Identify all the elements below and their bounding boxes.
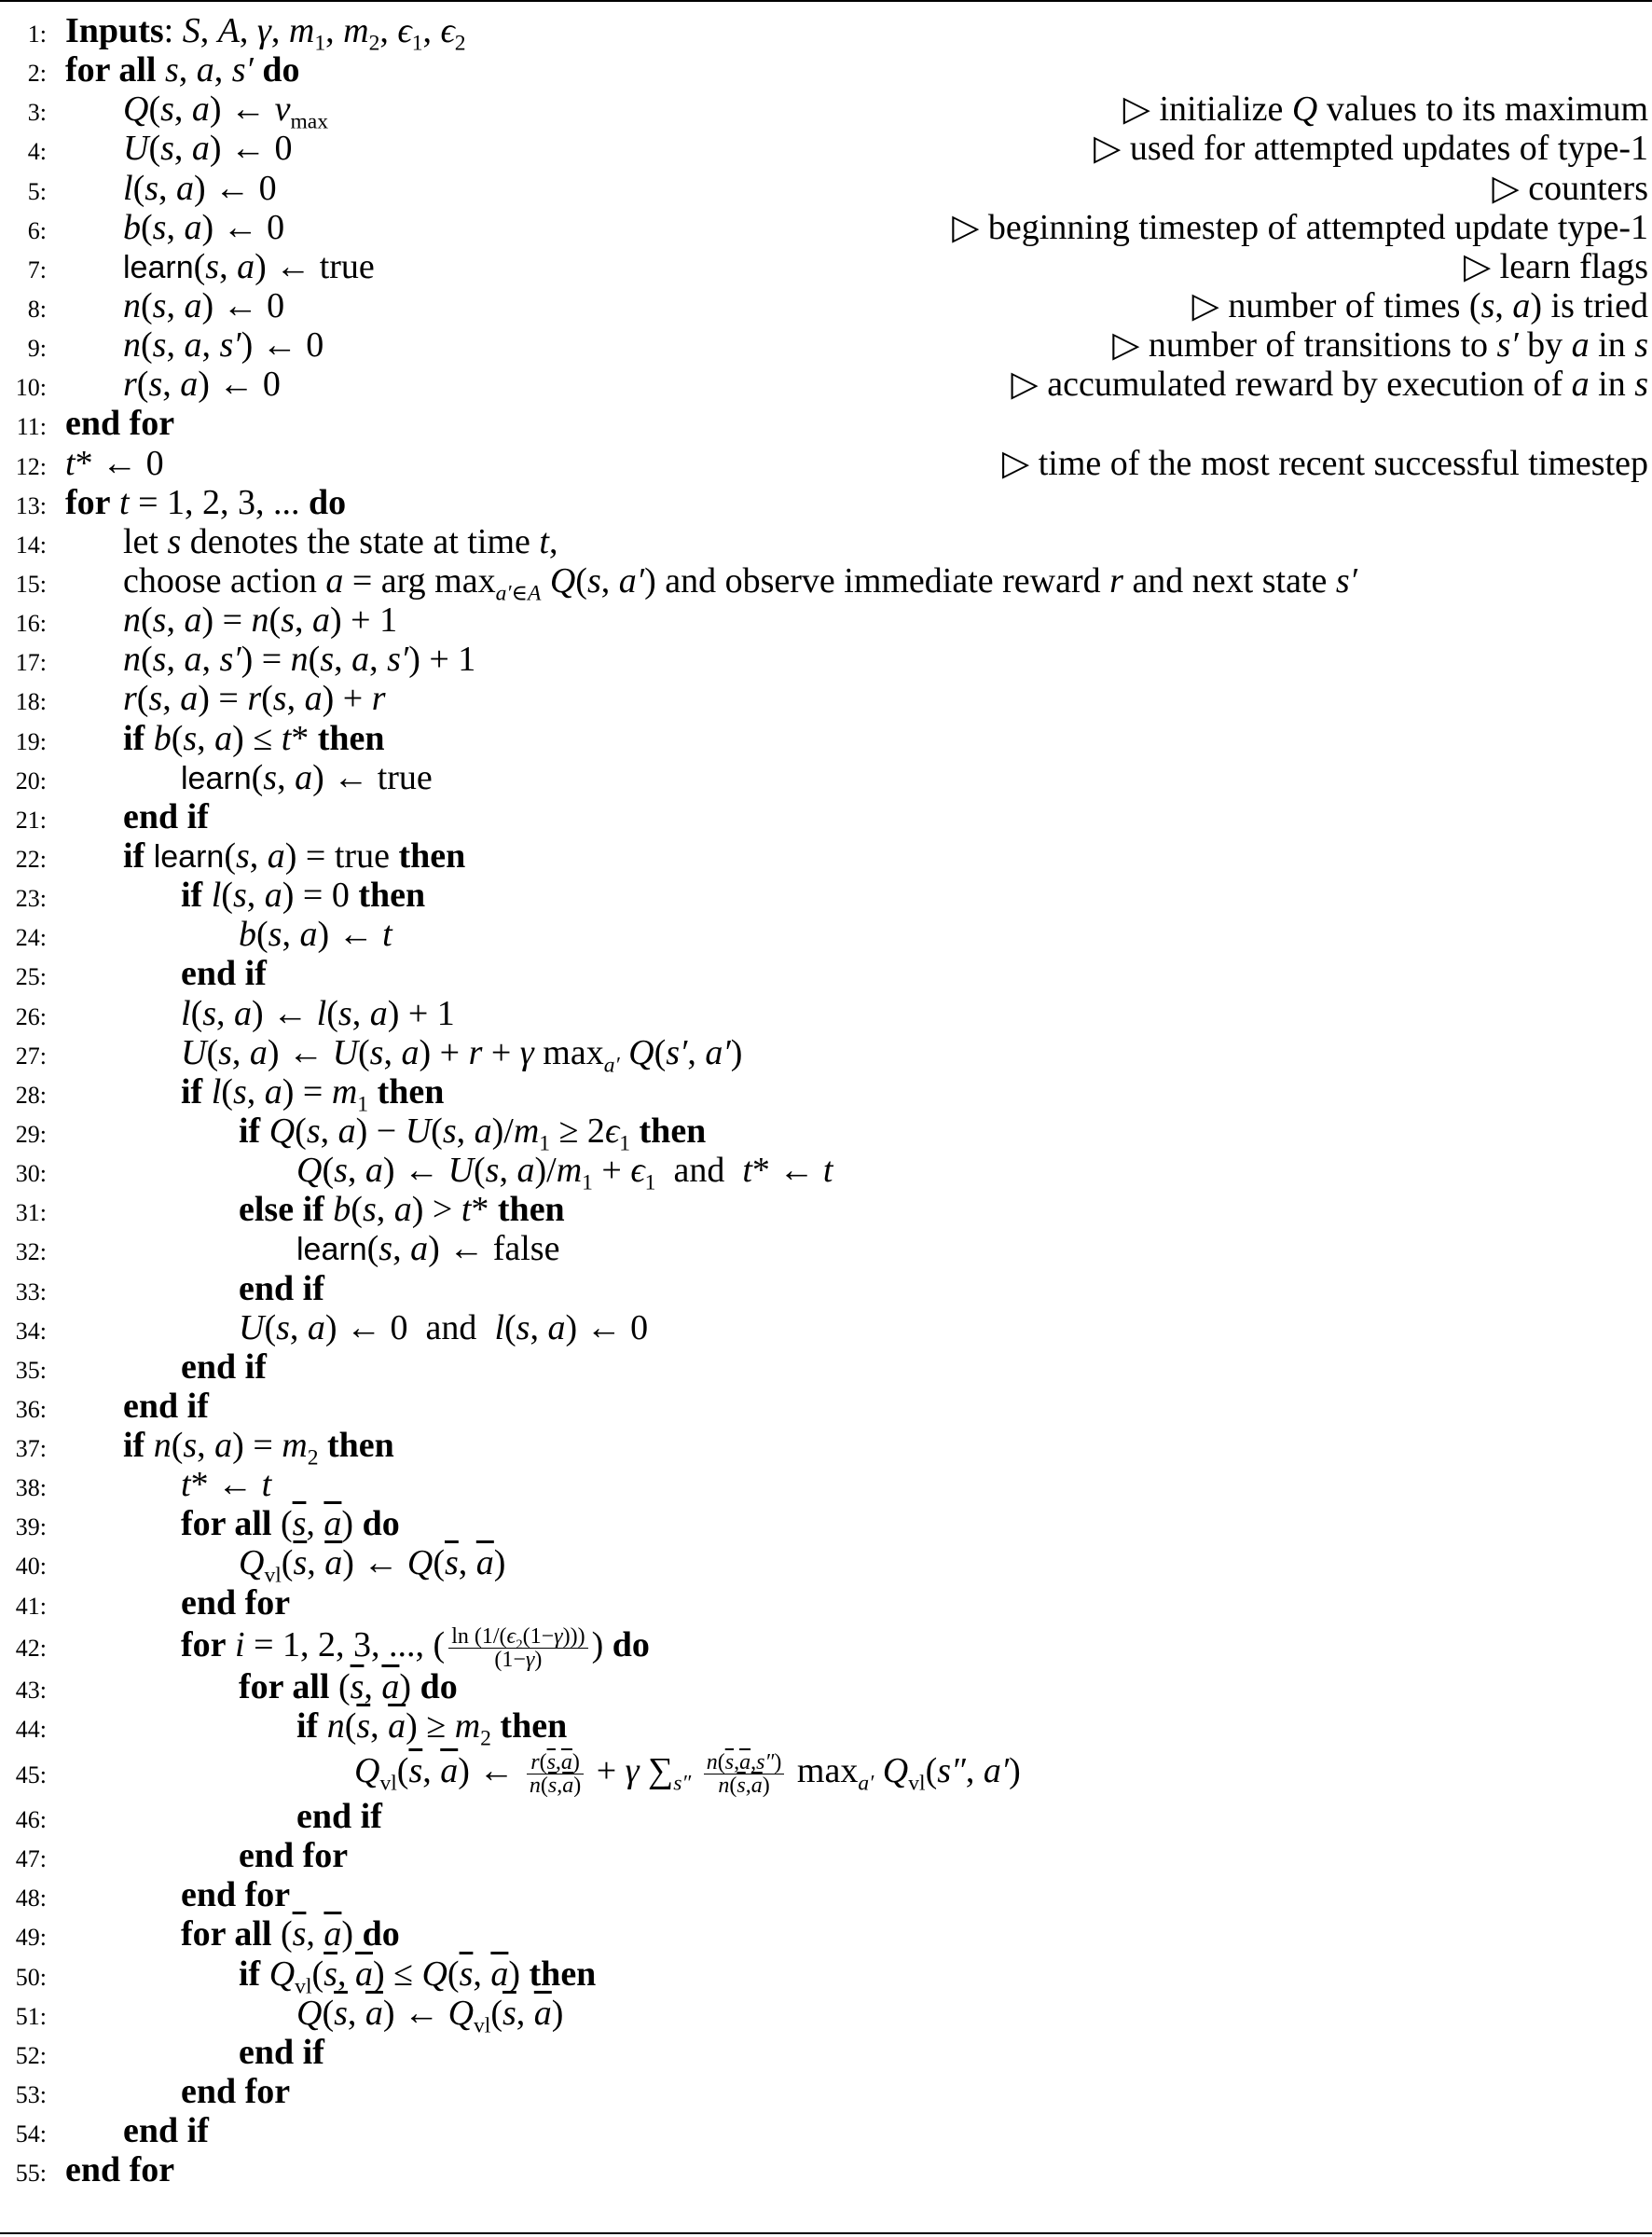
line-number: 50: bbox=[15, 1963, 47, 1991]
algorithm-line bbox=[0, 601, 1652, 640]
code-comment: ▷ accumulated reward by execution of a in s bbox=[1011, 365, 1648, 405]
code-statement: U(s, a) ← U(s, a) + r + γ $\max_{a'} Q(s'$, a′) bbox=[181, 1032, 743, 1078]
code-statement: Inputs: S, A, γ, $m_1$, $m_2$, $\epsilon_1$, $\epsilon_2$ bbox=[65, 11, 466, 56]
algorithm-line bbox=[0, 11, 1652, 56]
code-statement: end if bbox=[123, 2111, 209, 2151]
algorithm-line bbox=[0, 1032, 1652, 1078]
algorithm-line bbox=[0, 286, 1652, 325]
line-number: 9: bbox=[27, 335, 47, 363]
line-number: 14: bbox=[15, 531, 47, 559]
algorithm-line bbox=[0, 1583, 1652, 1623]
algorithm-line bbox=[0, 560, 1652, 606]
code-statement: if b(s, a) ≤ t* then bbox=[123, 718, 385, 758]
algorithm-line bbox=[0, 1954, 1652, 1999]
code-statement: for i = 1, 2, 3, ..., ( $\frac{\ln (1/(\epsilon_2(1-\gamma)))}{(1-\gamma)}$ ) do bbox=[181, 1623, 650, 1672]
code-statement: n(s, a) ← 0 bbox=[123, 285, 285, 325]
code-statement: Q(s, a) ← $v_{max}$ bbox=[123, 90, 328, 134]
code-statement: Q(s, a) ← U(s, $a)/m_1 + \epsilon_1$ and t* ← t bbox=[296, 1151, 833, 1195]
algorithm-line bbox=[0, 169, 1652, 208]
code-comment: ▷ learn flags bbox=[1463, 246, 1648, 286]
line-number: 10: bbox=[15, 374, 47, 402]
algorithm-line bbox=[0, 1269, 1652, 1308]
algorithm-line bbox=[0, 640, 1652, 679]
code-statement: t* ← 0 bbox=[65, 443, 164, 483]
algorithm-line bbox=[0, 1875, 1652, 1914]
algorithm-line bbox=[0, 1797, 1652, 1836]
code-statement: if l(s, a) = 0 then bbox=[181, 876, 426, 916]
algorithm-line bbox=[0, 129, 1652, 168]
code-statement: b(s, a) ← 0 bbox=[123, 207, 285, 247]
algorithm-line bbox=[0, 1746, 1652, 1797]
algorithm-line bbox=[0, 1387, 1652, 1426]
algorithm-line bbox=[0, 208, 1652, 247]
line-number: 27: bbox=[15, 1042, 47, 1070]
code-comment: ▷ used for attempted updates of type-1 bbox=[1094, 129, 1648, 169]
algorithm-line bbox=[0, 522, 1652, 561]
code-statement: end if bbox=[123, 1386, 209, 1426]
line-number: 45: bbox=[15, 1761, 47, 1789]
code-statement: end if bbox=[239, 1268, 324, 1308]
algorithm-line bbox=[0, 1426, 1652, 1471]
line-number: 37: bbox=[15, 1435, 47, 1463]
algorithm-line bbox=[0, 444, 1652, 483]
line-number: 32: bbox=[15, 1238, 47, 1266]
code-statement: end for bbox=[181, 1582, 291, 1623]
line-number: 25: bbox=[15, 963, 47, 991]
algorithm-line bbox=[0, 483, 1652, 522]
code-statement: end for bbox=[65, 404, 175, 444]
line-number: 4: bbox=[27, 138, 47, 166]
algorithm-line bbox=[0, 719, 1652, 758]
code-statement: if learn(s, a) = true then bbox=[123, 835, 466, 876]
line-number: 49: bbox=[15, 1924, 47, 1952]
code-statement: learn(s, a) ← true bbox=[181, 757, 433, 797]
algorithm-line bbox=[0, 1111, 1652, 1156]
code-statement: r(s, a) = r(s, a) + r bbox=[123, 679, 386, 719]
algorithm-line bbox=[0, 1151, 1652, 1195]
line-number: 41: bbox=[15, 1592, 47, 1620]
line-number: 22: bbox=[15, 845, 47, 873]
algorithm-line bbox=[0, 1623, 1652, 1672]
algorithm-line bbox=[0, 1993, 1652, 2038]
code-comment: ▷ counters bbox=[1492, 168, 1648, 208]
algorithm-line bbox=[0, 2072, 1652, 2111]
line-number: 13: bbox=[15, 491, 47, 519]
code-statement: for all s, a, s′ do bbox=[65, 50, 300, 90]
line-number: 44: bbox=[15, 1715, 47, 1743]
algorithm-line bbox=[0, 1914, 1652, 1954]
line-number: 16: bbox=[15, 610, 47, 638]
code-statement: n(s, a, s′) = n(s, a, s′) + 1 bbox=[123, 640, 476, 680]
code-statement: U(s, a) ← 0 bbox=[123, 129, 293, 169]
line-number: 12: bbox=[15, 452, 47, 480]
line-number: 7: bbox=[27, 255, 47, 283]
code-statement: if $Q_{vl}(\overline{s}$, $\overline{a}) \le Q(\overline{s}$, $\overline{a}$) then bbox=[239, 1954, 597, 1999]
line-number: 29: bbox=[15, 1120, 47, 1148]
line-number: 5: bbox=[27, 177, 47, 205]
line-number: 52: bbox=[15, 2041, 47, 2069]
code-statement: choose action a = arg $\max_{a'\in A} Q(s$, a′) and observe immediate reward r and next state s′ bbox=[123, 560, 1357, 606]
code-statement: if n(s, $a) = m_2$ then bbox=[123, 1426, 394, 1471]
algorithm-line bbox=[0, 1705, 1652, 1751]
code-statement: end if bbox=[239, 2032, 324, 2072]
algorithm-line bbox=[0, 1504, 1652, 1543]
algorithm-line bbox=[0, 50, 1652, 90]
algorithm-line bbox=[0, 994, 1652, 1033]
line-number: 33: bbox=[15, 1277, 47, 1305]
code-statement: if $n(\overline{s}$, $\overline{a}) \ge m_2$ then bbox=[296, 1705, 568, 1751]
code-comment: ▷ beginning timestep of attempted update type-1 bbox=[952, 207, 1648, 247]
algorithm-line bbox=[0, 90, 1652, 134]
code-comment: ▷ number of times (s, a) is tried bbox=[1191, 285, 1648, 325]
code-statement: else if b(s, a) > t* then bbox=[239, 1190, 565, 1230]
code-statement: for all ($\overline{s}$, $\overline{a}$) do bbox=[239, 1666, 458, 1706]
code-statement: for all ($\overline{s}$, $\overline{a}$) do bbox=[181, 1914, 400, 1954]
algorithm-line bbox=[0, 797, 1652, 836]
line-number: 2: bbox=[27, 60, 47, 88]
code-statement: U(s, a) ← 0 and l(s, a) ← 0 bbox=[239, 1307, 649, 1347]
algorithm-line bbox=[0, 915, 1652, 954]
algorithm-line bbox=[0, 2150, 1652, 2189]
line-number: 28: bbox=[15, 1081, 47, 1109]
line-number: 31: bbox=[15, 1199, 47, 1227]
line-number: 53: bbox=[15, 2081, 47, 2109]
algorithm-line bbox=[0, 1190, 1652, 1229]
line-number: 24: bbox=[15, 924, 47, 952]
algorithm-line bbox=[0, 247, 1652, 286]
line-number: 3: bbox=[27, 99, 47, 127]
code-statement: end for bbox=[181, 2072, 291, 2112]
code-statement: l(s, a) ← l(s, a) + 1 bbox=[181, 993, 455, 1033]
code-statement: end if bbox=[181, 954, 267, 994]
algorithm-line bbox=[0, 2033, 1652, 2072]
code-statement: $Q_{vl}(\overline{s}$, $\overline{a}$) ← $Q(\overline{s}$, $\overline{a}$) bbox=[239, 1543, 506, 1589]
algorithm-line bbox=[0, 1465, 1652, 1504]
top-rule bbox=[0, 0, 1652, 2]
line-number: 20: bbox=[15, 766, 47, 794]
algorithm-line bbox=[0, 876, 1652, 915]
algorithm-line bbox=[0, 954, 1652, 993]
bottom-rule bbox=[0, 2232, 1652, 2234]
code-statement: end if bbox=[296, 1797, 382, 1837]
line-number: 42: bbox=[15, 1634, 47, 1662]
code-statement: n(s, a, s′) ← 0 bbox=[123, 325, 324, 366]
code-comment: ▷ initialize Q values to its maximum bbox=[1122, 90, 1648, 130]
algorithm-line bbox=[0, 404, 1652, 443]
code-statement: t* ← t bbox=[181, 1465, 272, 1505]
code-statement: end for bbox=[239, 1836, 349, 1876]
line-number: 51: bbox=[15, 2002, 47, 2030]
line-number: 34: bbox=[15, 1317, 47, 1345]
line-number: 35: bbox=[15, 1356, 47, 1384]
algorithm-line bbox=[0, 365, 1652, 404]
line-number: 48: bbox=[15, 1885, 47, 1912]
line-number: 43: bbox=[15, 1676, 47, 1704]
line-number: 38: bbox=[15, 1474, 47, 1502]
algorithm-line bbox=[0, 1308, 1652, 1347]
code-statement: if Q(s, a) − U(s, $a)/m_1 \ge 2\epsilon_1$ then bbox=[239, 1111, 707, 1156]
line-number: 6: bbox=[27, 216, 47, 244]
line-number: 26: bbox=[15, 1002, 47, 1030]
algorithm-line bbox=[0, 2111, 1652, 2150]
line-number: 21: bbox=[15, 806, 47, 834]
code-statement: end for bbox=[65, 2150, 175, 2190]
algorithm-line bbox=[0, 1543, 1652, 1589]
algorithm-line bbox=[0, 1229, 1652, 1268]
line-number: 55: bbox=[15, 2160, 47, 2188]
line-number: 19: bbox=[15, 727, 47, 755]
code-comment: ▷ time of the most recent successful timestep bbox=[1002, 443, 1648, 483]
line-number: 23: bbox=[15, 885, 47, 913]
code-statement: end for bbox=[181, 1875, 291, 1915]
line-number: 1: bbox=[27, 21, 47, 48]
algorithm-line bbox=[0, 1071, 1652, 1117]
algorithm-line bbox=[0, 836, 1652, 876]
code-statement: n(s, a) = n(s, a) + 1 bbox=[123, 601, 398, 641]
code-comment: ▷ number of transitions to s′ by a in s bbox=[1112, 325, 1648, 366]
code-statement: for t = 1, 2, 3, ... do bbox=[65, 482, 347, 522]
algorithm-line bbox=[0, 1347, 1652, 1387]
algorithm-line bbox=[0, 758, 1652, 797]
line-number: 18: bbox=[15, 688, 47, 716]
line-number: 47: bbox=[15, 1845, 47, 1873]
code-statement: $Q_{vl}(\overline{s}$, $\overline{a}$) ← $\frac{r(\overline{s},\overline{a})}{n(\overline{s},\overline{a})}$ + γ $\sum_{s''}$ $\frac{n(\overline{s},\overline{a},s'')}{n(\overline{s},\overline{a})}$ $\max_{a'} Q_{vl}(s''$, a′) bbox=[354, 1749, 1021, 1798]
line-number: 17: bbox=[15, 649, 47, 677]
line-number: 54: bbox=[15, 2120, 47, 2148]
code-statement: if l(s, $a) = m_1$ then bbox=[181, 1071, 445, 1117]
line-number: 36: bbox=[15, 1395, 47, 1423]
code-statement: $Q(\overline{s}$, $\overline{a}$) ← $Q_{vl}(\overline{s}$, $\overline{a}$) bbox=[296, 1993, 564, 2038]
algorithm-listing bbox=[0, 11, 1652, 2189]
algorithm-line bbox=[0, 1667, 1652, 1706]
code-statement: l(s, a) ← 0 bbox=[123, 168, 277, 208]
line-number: 11: bbox=[16, 413, 47, 441]
code-statement: learn(s, a) ← true bbox=[123, 246, 375, 286]
code-statement: let s denotes the state at time t, bbox=[123, 521, 558, 561]
line-number: 39: bbox=[15, 1513, 47, 1541]
algorithm-line bbox=[0, 679, 1652, 718]
line-number: 46: bbox=[15, 1806, 47, 1834]
code-statement: for all ($\overline{s}$, $\overline{a}$) do bbox=[181, 1504, 400, 1544]
algorithm-line bbox=[0, 325, 1652, 365]
code-statement: r(s, a) ← 0 bbox=[123, 365, 281, 405]
algorithm-line bbox=[0, 1836, 1652, 1875]
line-number: 8: bbox=[27, 295, 47, 323]
code-statement: end if bbox=[181, 1346, 267, 1387]
line-number: 30: bbox=[15, 1160, 47, 1188]
code-statement: b(s, a) ← t bbox=[239, 915, 392, 955]
code-statement: learn(s, a) ← false bbox=[296, 1229, 560, 1269]
line-number: 40: bbox=[15, 1553, 47, 1581]
code-statement: end if bbox=[123, 796, 209, 836]
line-number: 15: bbox=[15, 570, 47, 598]
